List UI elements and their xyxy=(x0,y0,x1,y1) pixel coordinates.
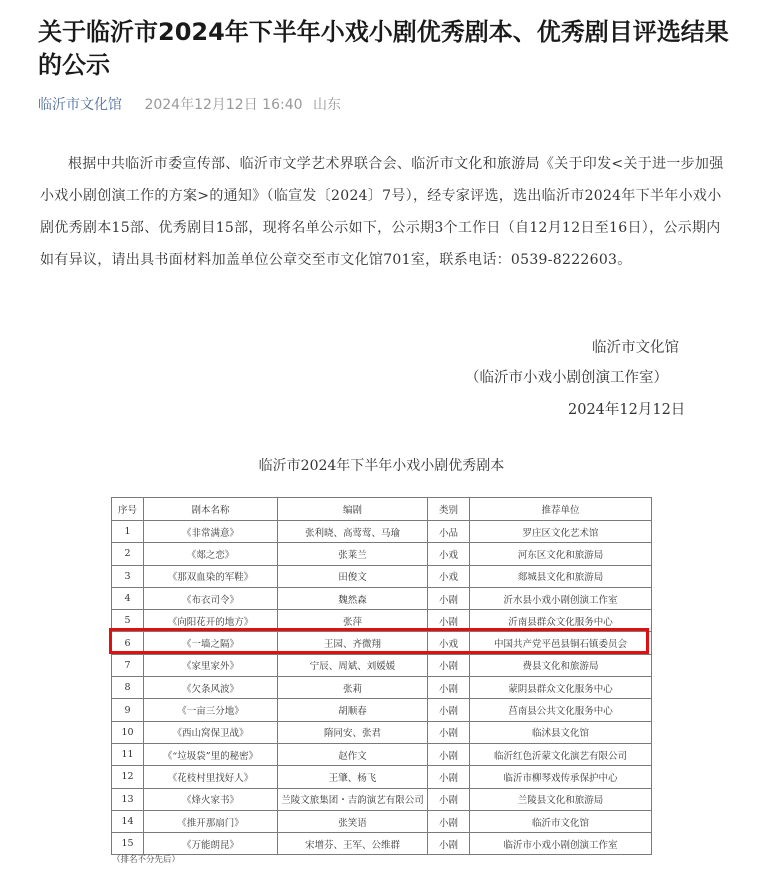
table-row xyxy=(112,788,652,810)
signature-date: 2024年12月12日 xyxy=(568,402,686,418)
cell-index: 5 xyxy=(112,610,144,632)
cell-index: 1 xyxy=(112,521,144,543)
table-row xyxy=(112,699,652,721)
source-link[interactable]: 临沂市文化馆 xyxy=(38,97,122,113)
cell-unit: 临沂红色沂蒙文化演艺有限公司 xyxy=(470,743,652,765)
cell-category: 小剧 xyxy=(428,766,470,788)
cell-writer: 宁辰、周斌、刘媛媛 xyxy=(278,654,428,676)
cell-script-name: 《非常满意》 xyxy=(144,521,278,543)
publish-date: 2024年12月12日 16:40 xyxy=(144,97,303,113)
cell-index: 11 xyxy=(112,743,144,765)
cell-unit: 罗庄区文化艺术馆 xyxy=(470,521,652,543)
cell-category: 小剧 xyxy=(428,654,470,676)
cell-category: 小剧 xyxy=(428,610,470,632)
table-row xyxy=(112,721,652,743)
cell-unit: 兰陵县文化和旅游局 xyxy=(470,788,652,810)
cell-category: 小剧 xyxy=(428,699,470,721)
cell-unit: 蒙阴县群众文化服务中心 xyxy=(470,677,652,699)
cell-unit: 临沂市小戏小剧创演工作室 xyxy=(470,833,652,855)
cell-writer: 张莉 xyxy=(278,677,428,699)
cell-writer: 田俊文 xyxy=(278,565,428,587)
header-script-name: 剧本名称 xyxy=(144,498,278,521)
article-meta xyxy=(38,94,341,114)
cell-script-name: 《向阳花开的地方》 xyxy=(144,610,278,632)
table-row xyxy=(112,543,652,565)
cell-script-name: 《万能朗昆》 xyxy=(144,833,278,855)
table-row xyxy=(112,677,652,699)
cell-index: 3 xyxy=(112,565,144,587)
cell-writer: 兰陵文旅集团・吉韵演艺有限公司 xyxy=(278,788,428,810)
cell-unit: 临沂市柳琴戏传承保护中心 xyxy=(470,766,652,788)
cell-writer: 赵作文 xyxy=(278,743,428,765)
cell-writer: 王肇、杨飞 xyxy=(278,766,428,788)
announcement-paragraph: 根据中共临沂市委宣传部、临沂市文学艺术界联合会、临沂市文化和旅游局《关于印发<关于进一步加强小戏小剧创演工作的方案>的通知》（临宣发〔2024〕7号），经专家评选，选出临沂市2024年下半年小戏小剧优秀剧本15部、优秀剧目15部，现将名单公示如下，公示期3个工作日（自12月12日至16日），公示期内如有异议，请出具书面材料加盖单位公章交至市文化馆701室，联系电话：0539-8222603。 xyxy=(40,156,724,268)
cell-script-name: 《一亩三分地》 xyxy=(144,699,278,721)
cell-index: 13 xyxy=(112,788,144,810)
cell-index: 15 xyxy=(112,833,144,855)
cell-unit: 中国共产党平邑县铜石镇委员会 xyxy=(470,632,652,654)
table-title: 临沂市2024年下半年小戏小剧优秀剧本 xyxy=(258,458,505,474)
cell-script-name: 《一墙之隔》 xyxy=(144,632,278,654)
cell-writer: 魏然森 xyxy=(278,587,428,609)
cell-writer: 隋同安、张君 xyxy=(278,721,428,743)
cell-script-name: 《花枝村里找好人》 xyxy=(144,766,278,788)
cell-script-name: 《那双血染的军鞋》 xyxy=(144,565,278,587)
cell-unit: 临沭县文化馆 xyxy=(470,721,652,743)
cell-unit: 临沂市文化馆 xyxy=(470,810,652,832)
cell-index: 14 xyxy=(112,810,144,832)
cell-index: 12 xyxy=(112,766,144,788)
cell-category: 小剧 xyxy=(428,721,470,743)
cell-category: 小剧 xyxy=(428,743,470,765)
cell-unit: 费县文化和旅游局 xyxy=(470,654,652,676)
cell-writer: 宋增芬、王军、公维群 xyxy=(278,833,428,855)
header-unit: 推荐单位 xyxy=(470,498,652,521)
cell-index: 4 xyxy=(112,587,144,609)
winners-table xyxy=(111,497,652,855)
cell-writer: 王园、齐微翔 xyxy=(278,632,428,654)
header-writer: 编剧 xyxy=(278,498,428,521)
region: 山东 xyxy=(312,97,341,113)
table-row xyxy=(112,833,652,855)
cell-script-name: 《烽火家书》 xyxy=(144,788,278,810)
signature-sub-org: （临沂市小戏小剧创演工作室） xyxy=(465,370,668,386)
table-row xyxy=(112,521,652,543)
table-row xyxy=(112,766,652,788)
signature-org: 临沂市文化馆 xyxy=(592,340,679,356)
cell-unit: 沂南县群众文化服务中心 xyxy=(470,610,652,632)
cell-index: 10 xyxy=(112,721,144,743)
table-row xyxy=(112,587,652,609)
cell-unit: 沂水县小戏小剧创演工作室 xyxy=(470,587,652,609)
table-row xyxy=(112,743,652,765)
cell-unit: 河东区文化和旅游局 xyxy=(470,543,652,565)
table-row xyxy=(112,632,652,654)
cell-category: 小剧 xyxy=(428,833,470,855)
cell-index: 9 xyxy=(112,699,144,721)
table-row xyxy=(112,610,652,632)
cell-script-name: 《布衣司令》 xyxy=(144,587,278,609)
header-category: 类别 xyxy=(428,498,470,521)
cell-writer: 张莱兰 xyxy=(278,543,428,565)
cell-writer: 张利晓、高莺莺、马瑜 xyxy=(278,521,428,543)
cell-script-name: 《推开那扇门》 xyxy=(144,810,278,832)
article-title: 关于临沂市2024年下半年小戏小剧优秀剧本、优秀剧目评选结果的公示 xyxy=(38,18,729,79)
cell-unit: 郯城县文化和旅游局 xyxy=(470,565,652,587)
cell-category: 小剧 xyxy=(428,810,470,832)
cell-category: 小戏 xyxy=(428,565,470,587)
cell-category: 小剧 xyxy=(428,587,470,609)
table-note: （排名不分先后） xyxy=(112,855,181,865)
table-row xyxy=(112,810,652,832)
cell-category: 小戏 xyxy=(428,632,470,654)
cell-index: 6 xyxy=(112,632,144,654)
cell-category: 小剧 xyxy=(428,788,470,810)
cell-category: 小戏 xyxy=(428,543,470,565)
cell-category: 小剧 xyxy=(428,677,470,699)
cell-writer: 张萍 xyxy=(278,610,428,632)
cell-script-name: 《西山窝保卫战》 xyxy=(144,721,278,743)
cell-index: 2 xyxy=(112,543,144,565)
cell-writer: 张笑语 xyxy=(278,810,428,832)
header-index: 序号 xyxy=(112,498,144,521)
cell-script-name: 《欠条风波》 xyxy=(144,677,278,699)
cell-category: 小品 xyxy=(428,521,470,543)
table-header-row xyxy=(112,498,652,521)
cell-script-name: 《家里家外》 xyxy=(144,654,278,676)
table-row xyxy=(112,654,652,676)
cell-script-name: 《郯之恋》 xyxy=(144,543,278,565)
cell-writer: 胡顺春 xyxy=(278,699,428,721)
cell-index: 8 xyxy=(112,677,144,699)
cell-index: 7 xyxy=(112,654,144,676)
cell-script-name: 《“垃圾袋”里的秘密》 xyxy=(144,743,278,765)
cell-unit: 莒南县公共文化服务中心 xyxy=(470,699,652,721)
table-row xyxy=(112,565,652,587)
